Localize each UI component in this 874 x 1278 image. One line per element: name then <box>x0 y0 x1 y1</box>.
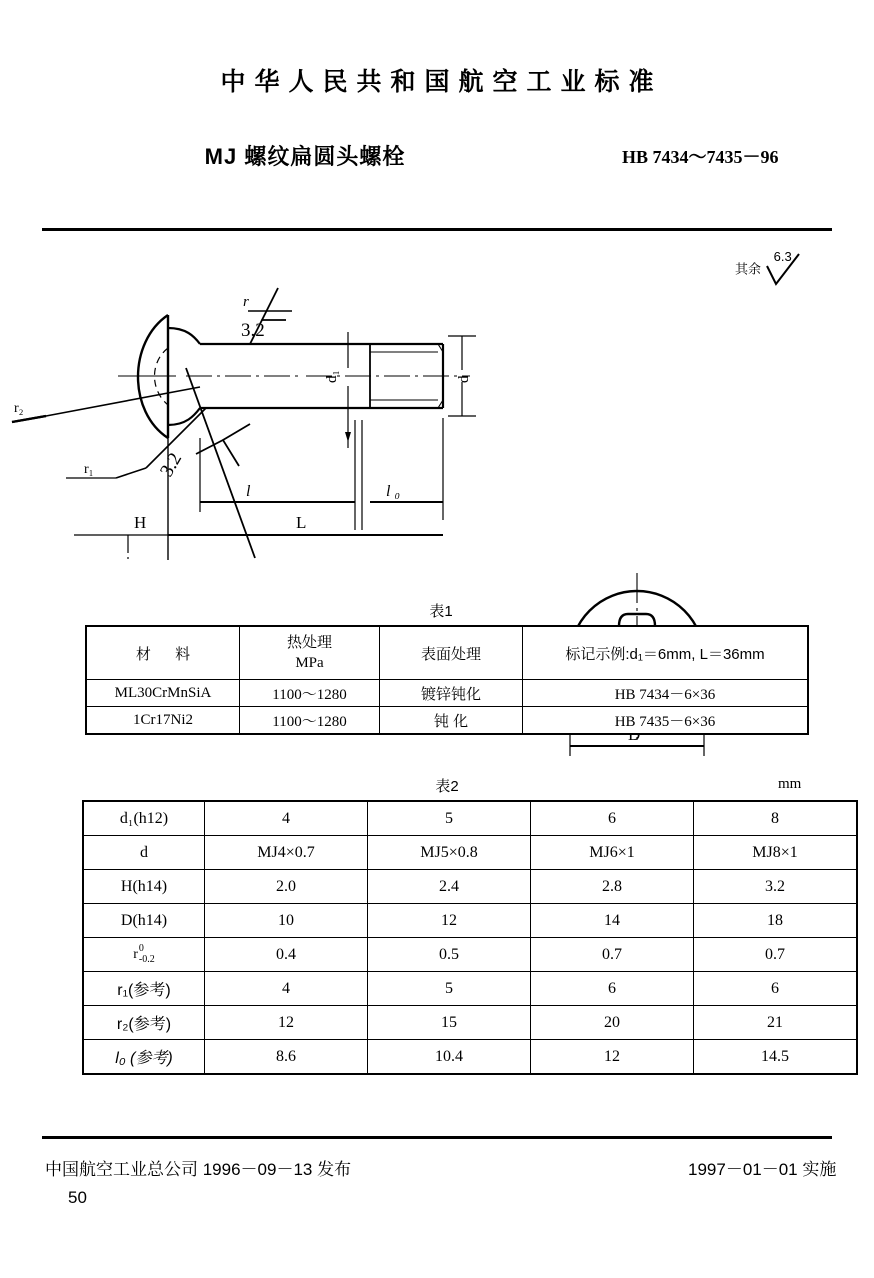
table2-r5-c0: 4 <box>205 972 368 1006</box>
table1-r0-surface-treatment: 镀锌钝化 <box>380 680 523 707</box>
table2-row-label-r1: r₁(参考) <box>83 972 205 1006</box>
table2-r5-c2: 6 <box>531 972 694 1006</box>
table2-r7-c3: 14.5 <box>694 1040 858 1075</box>
table1-r0-material: ML30CrMnSiA <box>86 680 240 707</box>
surface-note-label: 其余 <box>735 261 762 277</box>
table2-row-label-d1 <box>83 801 205 836</box>
label-H: H <box>134 513 147 532</box>
label-d1: d₁ <box>324 370 340 383</box>
table1-header-heat-treatment-line1: 热处理 <box>286 633 332 651</box>
label-l0: l ₀ <box>386 483 401 500</box>
table2-row-label-l0: l₀ (参考) <box>83 1040 205 1075</box>
table2-row-label-D: D(h14) <box>83 904 205 938</box>
table2-r2-c1: 2.4 <box>368 870 531 904</box>
subtitle-row <box>0 140 874 174</box>
table2-r6-c2: 20 <box>531 1006 694 1040</box>
page-number: 50 <box>68 1188 87 1207</box>
table2-unit-label: mm <box>778 776 802 792</box>
footer-effective-date: 1997－01－01 实施 <box>688 1160 837 1179</box>
table2-r4-c1: 0.5 <box>368 938 531 972</box>
table1-caption: 表1 <box>429 603 453 620</box>
table-row <box>83 938 857 972</box>
table1-r1-material: 1Cr17Ni2 <box>86 707 240 735</box>
table2-r1-c0: MJ4×0.7 <box>205 836 368 870</box>
table-row <box>83 1040 857 1075</box>
table2-r3-c3: 18 <box>694 904 858 938</box>
table1-header-heat-treatment-unit: MPa <box>295 655 324 671</box>
table1-r0-heat-treatment: 1100～1280 <box>240 680 380 707</box>
surface-note-value: 6.3 <box>773 249 792 264</box>
table2-r2-c0: 2.0 <box>205 870 368 904</box>
table2-r3-c1: 12 <box>368 904 531 938</box>
table2-r2-c2: 2.8 <box>531 870 694 904</box>
label-roughness-bottom: 3.2 <box>156 449 187 481</box>
table2-r5-c1: 5 <box>368 972 531 1006</box>
table2-r7-c1: 10.4 <box>368 1040 531 1075</box>
table2-r4-c2: 0.7 <box>531 938 694 972</box>
table2-row-label-d: d <box>83 836 205 870</box>
table2-caption: 表2 <box>435 778 459 795</box>
table2-r0-c1: 5 <box>368 801 531 836</box>
table2-r0-c2: 6 <box>531 801 694 836</box>
table1-header-heat-treatment <box>240 626 380 680</box>
table2-r0-c0: 4 <box>205 801 368 836</box>
table2-r3-c2: 14 <box>531 904 694 938</box>
table2-r1-c1: MJ5×0.8 <box>368 836 531 870</box>
table2-r6-c1: 15 <box>368 1006 531 1040</box>
table2-row-label-d1-text: d₁(h12) <box>119 809 169 827</box>
table2-r7-c0: 8.6 <box>205 1040 368 1075</box>
table2-row-label-r2: r₂(参考) <box>83 1006 205 1040</box>
table-row <box>83 1006 857 1040</box>
table2-r6-c3: 21 <box>694 1006 858 1040</box>
table1-r1-heat-treatment: 1100～1280 <box>240 707 380 735</box>
table2-row-label-r-tol <box>83 938 205 972</box>
table2-r4-c3: 0.7 <box>694 938 858 972</box>
table2-r1-c3: MJ8×1 <box>694 836 858 870</box>
table1-header-marking-example: 标记示例:d₁＝6mm, L＝36mm <box>523 626 809 680</box>
footer-divider <box>42 1136 832 1139</box>
label-L: L <box>296 513 307 532</box>
footer-issuer: 中国航空工业总公司 1996－09－13 发布 <box>45 1160 352 1179</box>
table2-r4-c0: 0.4 <box>205 938 368 972</box>
header-divider <box>42 228 832 231</box>
table1-header-row <box>86 626 808 680</box>
label-roughness-top: 3.2 <box>241 320 265 341</box>
table-row <box>83 904 857 938</box>
table2-r7-c2: 12 <box>531 1040 694 1075</box>
table2-row-label-r-base: r <box>133 947 138 963</box>
page-title: 中华人民共和国航空工业标准 <box>220 68 663 96</box>
table2-r1-c2: MJ6×1 <box>531 836 694 870</box>
table2-row-label-H: H(h14) <box>83 870 205 904</box>
table-row <box>83 836 857 870</box>
table1-header-surface-treatment: 表面处理 <box>380 626 523 680</box>
table2-r6-c0: 12 <box>205 1006 368 1040</box>
table1-r1-marking-example: HB 7435－6×36 <box>523 707 809 735</box>
table1-r0-marking-example: HB 7434－6×36 <box>523 680 809 707</box>
table2-row-label-r-sub: -0.2 <box>138 953 155 965</box>
table2-r0-c3: 8 <box>694 801 858 836</box>
table2-r3-c0: 10 <box>205 904 368 938</box>
table1-header-material: 材 料 <box>86 626 240 680</box>
table2 <box>82 800 858 1075</box>
standard-number: HB 7434～7435－96 <box>622 147 779 167</box>
document-subtitle: MJ 螺纹扁圆头螺栓 <box>204 144 406 169</box>
bolt-technical-drawing <box>0 240 874 580</box>
table1-r1-surface-treatment: 钝 化 <box>380 707 523 735</box>
table2-row-label-r-sup: 0 <box>138 943 144 954</box>
table-row <box>83 801 857 836</box>
table-row <box>86 707 808 735</box>
label-r2: r₂ <box>14 401 24 416</box>
table-row <box>86 680 808 707</box>
table1 <box>85 625 809 735</box>
table2-r2-c3: 3.2 <box>694 870 858 904</box>
table-row <box>83 870 857 904</box>
table-row <box>83 972 857 1006</box>
label-r1: r₁ <box>84 462 94 477</box>
label-r: r <box>243 294 249 310</box>
label-l: l <box>246 483 251 500</box>
label-d: d <box>456 375 472 383</box>
table2-r5-c3: 6 <box>694 972 858 1006</box>
